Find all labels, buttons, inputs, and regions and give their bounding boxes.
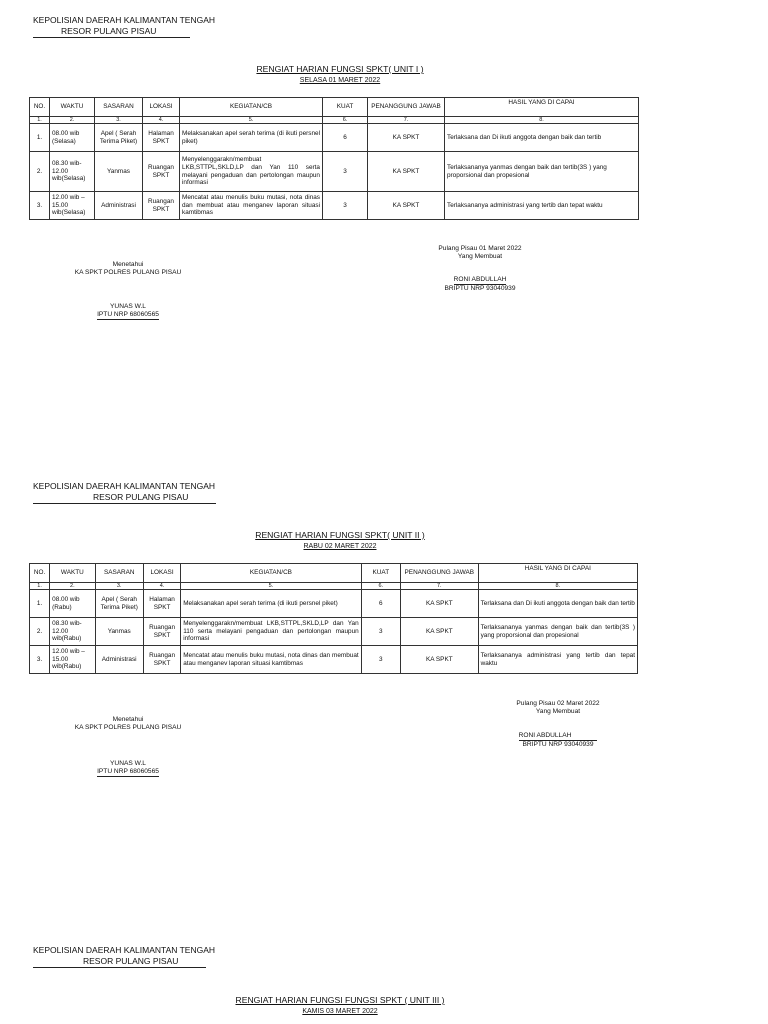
- approve-nrp: IPTU NRP 68060565: [97, 768, 159, 775]
- cell-sasaran: Administrasi: [95, 192, 143, 220]
- org-unit: RESOR PULANG PISAU: [33, 26, 190, 38]
- cell-sasaran: Apel ( Serah Terima Piket): [95, 590, 143, 618]
- cell-kegiatan: Menyelenggarakn/membuat LKB,STTPL,SKLD,LP dan Yan 110 serta melayani pengaduan dan pertolongan maupun informasi: [181, 618, 361, 646]
- cell-sasaran: Administrasi: [95, 646, 143, 674]
- cell-kegiatan: Mencatat atau menulis buku mutasi, nota dinas dan membuat atau menganev laporan situasi kamtibmas: [181, 646, 361, 674]
- col-sasaran: SASARAN: [95, 98, 143, 117]
- maker-nrp: BRIPTU NRP 93040939: [522, 741, 594, 748]
- cell-kuat: 3: [361, 618, 400, 646]
- colnum: 8.: [445, 117, 639, 124]
- maker-name: RONI ABDULLAH: [453, 276, 507, 283]
- cell-penanggung-jawab: KA SPKT: [368, 124, 445, 152]
- report-date: SELASA 01 MARET 2022: [299, 77, 381, 84]
- approve-name: YUNAS W.L: [110, 760, 146, 767]
- cell-kuat: 3: [323, 152, 368, 192]
- table-row: [30, 618, 638, 646]
- colnum: 7.: [400, 583, 478, 590]
- place-date: Pulang Pisau 01 Maret 2022: [438, 245, 522, 252]
- cell-no: 1.: [30, 124, 50, 152]
- approve-label: Menetahui: [112, 716, 144, 723]
- cell-kuat: 3: [323, 192, 368, 220]
- colnum: 3.: [95, 117, 143, 124]
- colnum: 4.: [143, 117, 180, 124]
- report-title: RENGIAT HARIAN FUNGSI SPKT( UNIT I ): [256, 64, 424, 74]
- cell-kegiatan: Melaksanakan apel serah terima (di ikuti persnel piket): [181, 590, 361, 618]
- cell-penanggung-jawab: KA SPKT: [368, 152, 445, 192]
- col-penanggung-jawab: PENANGGUNG JAWAB: [368, 98, 445, 117]
- cell-hasil: Terlaksananya administrasi yang tertib dan tepat waktu: [445, 192, 639, 220]
- approver-signature-1: [58, 261, 198, 320]
- org-header-2: [33, 481, 216, 504]
- activity-table-1: [29, 97, 639, 220]
- table-header-row: [30, 98, 639, 117]
- cell-no: 2.: [30, 152, 50, 192]
- cell-no: 3.: [30, 192, 50, 220]
- approve-nrp: IPTU NRP 68060565: [97, 311, 159, 318]
- activity-table-2: [29, 563, 638, 674]
- cell-penanggung-jawab: KA SPKT: [400, 646, 478, 674]
- report-title: RENGIAT HARIAN FUNGSI SPKT( UNIT II ): [255, 530, 425, 540]
- colnum: 1.: [30, 117, 50, 124]
- cell-lokasi: Ruangan SPKT: [143, 192, 180, 220]
- col-hasil: HASIL YANG DI CAPAI: [445, 98, 639, 117]
- table-row: [30, 590, 638, 618]
- cell-kuat: 3: [361, 646, 400, 674]
- table-row: [30, 124, 639, 152]
- cell-lokasi: Ruangan SPKT: [143, 646, 180, 674]
- col-penanggung-jawab: PENANGGUNG JAWAB: [400, 564, 478, 583]
- colnum: 6.: [361, 583, 400, 590]
- cell-hasil: Terlaksananya yanmas dengan baik dan tertib(3S ) yang proporsional dan propesional: [445, 152, 639, 192]
- cell-penanggung-jawab: KA SPKT: [368, 192, 445, 220]
- org-unit: RESOR PULANG PISAU: [33, 956, 206, 968]
- cell-no: 3.: [30, 646, 50, 674]
- report-date: KAMIS 03 MARET 2022: [302, 1008, 378, 1015]
- colnum: 7.: [368, 117, 445, 124]
- org-name: KEPOLISIAN DAERAH KALIMANTAN TENGAH: [33, 945, 216, 955]
- cell-lokasi: Halaman SPKT: [143, 124, 180, 152]
- place-date: Pulang Pisau 02 Maret 2022: [516, 700, 600, 707]
- col-no: NO.: [30, 564, 50, 583]
- table-header-row: [30, 564, 638, 583]
- cell-no: 2.: [30, 618, 50, 646]
- cell-kegiatan: Mencatat atau menulis buku mutasi, nota dinas dan membuat atau menganev laporan situasi kamtibmas: [180, 192, 323, 220]
- cell-kuat: 6: [323, 124, 368, 152]
- cell-waktu: 08.00 wib (Selasa): [50, 124, 95, 152]
- col-kegiatan: KEGIATAN/CB: [180, 98, 323, 117]
- cell-penanggung-jawab: KA SPKT: [400, 590, 478, 618]
- col-hasil: HASIL YANG DI CAPAI: [478, 564, 637, 583]
- approve-label: Menetahui: [112, 261, 144, 268]
- colnum: 3.: [95, 583, 143, 590]
- col-lokasi: LOKASI: [143, 98, 180, 117]
- org-name: KEPOLISIAN DAERAH KALIMANTAN TENGAH: [33, 15, 216, 25]
- cell-penanggung-jawab: KA SPKT: [400, 618, 478, 646]
- approve-title: KA SPKT POLRES PULANG PISAU: [74, 724, 182, 731]
- report-date: RABU 02 MARET 2022: [303, 543, 377, 550]
- table-row: [30, 192, 639, 220]
- colnum: 8.: [478, 583, 637, 590]
- col-kuat: KUAT: [323, 98, 368, 117]
- cell-no: 1.: [30, 590, 50, 618]
- col-lokasi: LOKASI: [143, 564, 180, 583]
- cell-waktu: 08.00 wib (Rabu): [50, 590, 95, 618]
- table-row: [30, 646, 638, 674]
- cell-hasil: Terlaksananya yanmas dengan baik dan tertib(3S ) yang proporsional dan propesional: [478, 618, 637, 646]
- org-header-3: [33, 945, 215, 968]
- maker-label: Yang Membuat: [535, 708, 581, 715]
- cell-hasil: Terlaksananya administrasi yang tertib dan tepat waktu: [478, 646, 637, 674]
- column-number-row: [30, 583, 638, 590]
- cell-lokasi: Ruangan SPKT: [143, 152, 180, 192]
- colnum: 1.: [30, 583, 50, 590]
- colnum: 5.: [180, 117, 323, 124]
- approver-signature-2: [58, 716, 198, 777]
- approve-title: KA SPKT POLRES PULANG PISAU: [74, 269, 182, 276]
- colnum: 2.: [50, 583, 95, 590]
- report-title-2: [180, 530, 500, 552]
- maker-signature-1: [400, 245, 560, 293]
- colnum: 4.: [143, 583, 180, 590]
- cell-sasaran: Yanmas: [95, 152, 143, 192]
- approve-name: YUNAS W.L: [110, 303, 146, 310]
- col-kuat: KUAT: [361, 564, 400, 583]
- cell-hasil: Terlaksana dan Di ikuti anggota dengan baik dan tertib: [445, 124, 639, 152]
- report-title-3: [170, 995, 510, 1017]
- cell-kegiatan: Menyelenggarakn/membuat LKB,STTPL,SKLD,LP dan Yan 110 serta melayani pengaduan dan pertolongan maupun informasi: [180, 152, 323, 192]
- table-row: [30, 152, 639, 192]
- org-header-1: [33, 15, 215, 38]
- cell-sasaran: Yanmas: [95, 618, 143, 646]
- cell-lokasi: Halaman SPKT: [143, 590, 180, 618]
- org-unit: RESOR PULANG PISAU: [33, 492, 216, 504]
- maker-label: Yang Membuat: [457, 253, 503, 260]
- col-kegiatan: KEGIATAN/CB: [181, 564, 361, 583]
- cell-kegiatan: Melaksanakan apel serah terima (di ikuti persnel piket): [180, 124, 323, 152]
- report-title: RENGIAT HARIAN FUNGSI FUNGSI SPKT ( UNIT III ): [235, 995, 445, 1005]
- cell-waktu: 12.00 wib – 15.00 wib(Selasa): [50, 192, 95, 220]
- col-waktu: WAKTU: [50, 98, 95, 117]
- col-waktu: WAKTU: [50, 564, 95, 583]
- colnum: 6.: [323, 117, 368, 124]
- maker-name: RONI ABDULLAH: [519, 732, 598, 741]
- maker-nrp: BRIPTU NRP 93040939: [444, 285, 516, 292]
- report-title-1: [180, 64, 500, 86]
- cell-kuat: 6: [361, 590, 400, 618]
- col-sasaran: SASARAN: [95, 564, 143, 583]
- cell-sasaran: Apel ( Serah Terima Piket): [95, 124, 143, 152]
- cell-waktu: 08.30 wib- 12.00 wib(Rabu): [50, 618, 95, 646]
- org-name: KEPOLISIAN DAERAH KALIMANTAN TENGAH: [33, 481, 216, 491]
- column-number-row: [30, 117, 639, 124]
- cell-hasil: Terlaksana dan Di ikuti anggota dengan baik dan tertib: [478, 590, 637, 618]
- cell-lokasi: Ruangan SPKT: [143, 618, 180, 646]
- col-no: NO.: [30, 98, 50, 117]
- colnum: 2.: [50, 117, 95, 124]
- maker-signature-2: [478, 700, 638, 749]
- colnum: 5.: [181, 583, 361, 590]
- cell-waktu: 12.00 wib – 15.00 wib(Rabu): [50, 646, 95, 674]
- cell-waktu: 08.30 wib- 12.00 wib(Selasa): [50, 152, 95, 192]
